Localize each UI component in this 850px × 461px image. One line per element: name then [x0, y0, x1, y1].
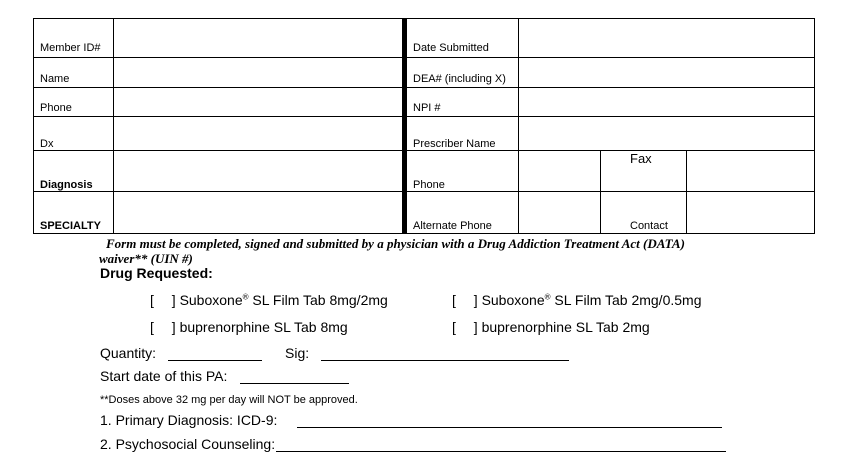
checkbox-bracket-close: ]: [171, 319, 176, 335]
prescriber-name-label: Prescriber Name: [413, 138, 496, 150]
phone-label: Phone: [40, 102, 72, 114]
table-bottom-border: [33, 233, 815, 234]
psychosocial-counseling-input[interactable]: [276, 451, 726, 452]
checkbox-bracket-open: [: [150, 292, 154, 308]
drug-option-suboxone-8mg[interactable]: [150, 292, 388, 308]
prescriber-name-field[interactable]: [519, 117, 814, 150]
sig-input[interactable]: [321, 360, 569, 361]
dea-label: DEA# (including X): [413, 73, 506, 85]
dx-field[interactable]: [114, 117, 402, 150]
alternate-phone-field[interactable]: [519, 192, 600, 233]
table-right-border: [814, 18, 815, 234]
icd9-input[interactable]: [297, 427, 722, 428]
dea-field[interactable]: [519, 58, 814, 87]
checkbox-bracket-close: ]: [473, 292, 478, 308]
phone-field[interactable]: [114, 88, 402, 116]
checkbox-bracket-close: ]: [171, 292, 176, 308]
data-waiver-notice-line1: Form must be completed, signed and submitted by a physician with a Drug Addiction Treatment Act (DATA): [106, 236, 685, 251]
fax-label: Fax: [630, 151, 652, 166]
sig-label: Sig:: [285, 345, 310, 361]
drug-option-suboxone-2mg[interactable]: [452, 292, 701, 308]
drug-detail: SL Tab 2mg: [571, 319, 650, 335]
prescriber-phone-label: Phone: [413, 179, 445, 191]
contact-field[interactable]: [687, 192, 814, 233]
dx-label: Dx: [40, 138, 54, 150]
registered-mark: ®: [544, 292, 551, 302]
contact-label: Contact: [630, 220, 668, 232]
checkbox-bracket-open: [: [452, 292, 456, 308]
checkbox-bracket-close: ]: [473, 319, 478, 335]
diagnosis-label: Diagnosis: [40, 179, 93, 191]
drug-brand: Suboxone: [481, 292, 545, 308]
drug-requested-heading: Drug Requested:: [100, 265, 213, 281]
date-submitted-label: Date Submitted: [413, 42, 489, 54]
start-date-input[interactable]: [240, 383, 349, 384]
date-submitted-field[interactable]: [519, 19, 814, 57]
primary-diagnosis-label: 1. Primary Diagnosis: ICD-9:: [100, 412, 278, 428]
registered-mark: ®: [242, 292, 249, 302]
quantity-input[interactable]: [168, 360, 262, 361]
drug-option-buprenorphine-2mg[interactable]: [452, 319, 650, 335]
fax-left-divider: [600, 150, 601, 234]
specialty-label: SPECIALTY: [40, 220, 101, 232]
drug-option-buprenorphine-8mg[interactable]: [150, 319, 348, 335]
table-center-divider: [402, 18, 407, 234]
quantity-label: Quantity:: [100, 345, 157, 361]
drug-detail: SL Tab 8mg: [269, 319, 348, 335]
checkbox-bracket-open: [: [150, 319, 154, 335]
drug-brand: Suboxone: [179, 292, 243, 308]
checkbox-bracket-open: [: [452, 319, 456, 335]
alternate-phone-label: Alternate Phone: [413, 220, 492, 232]
drug-brand: buprenorphine: [179, 319, 270, 335]
fax-field[interactable]: [687, 151, 814, 191]
start-date-label: Start date of this PA:: [100, 368, 228, 384]
name-label: Name: [40, 73, 70, 85]
drug-detail: SL Film Tab 2mg/0.5mg: [550, 292, 702, 308]
member-id-field[interactable]: [114, 19, 402, 57]
psychosocial-counseling-label: 2. Psychosocial Counseling:: [100, 436, 276, 452]
data-waiver-notice-line2: waiver** (UIN #): [99, 251, 193, 266]
drug-detail: SL Film Tab 8mg/2mg: [248, 292, 388, 308]
drug-brand: buprenorphine: [481, 319, 572, 335]
table-left-border: [33, 18, 34, 234]
prescriber-phone-field[interactable]: [519, 151, 600, 191]
npi-label: NPI #: [413, 102, 441, 114]
member-id-label: Member ID#: [40, 42, 101, 54]
specialty-field[interactable]: [114, 192, 402, 233]
diagnosis-field[interactable]: [114, 151, 402, 191]
npi-field[interactable]: [519, 88, 814, 116]
dose-limit-note: **Doses above 32 mg per day will NOT be approved.: [100, 394, 358, 406]
name-field[interactable]: [114, 58, 402, 87]
